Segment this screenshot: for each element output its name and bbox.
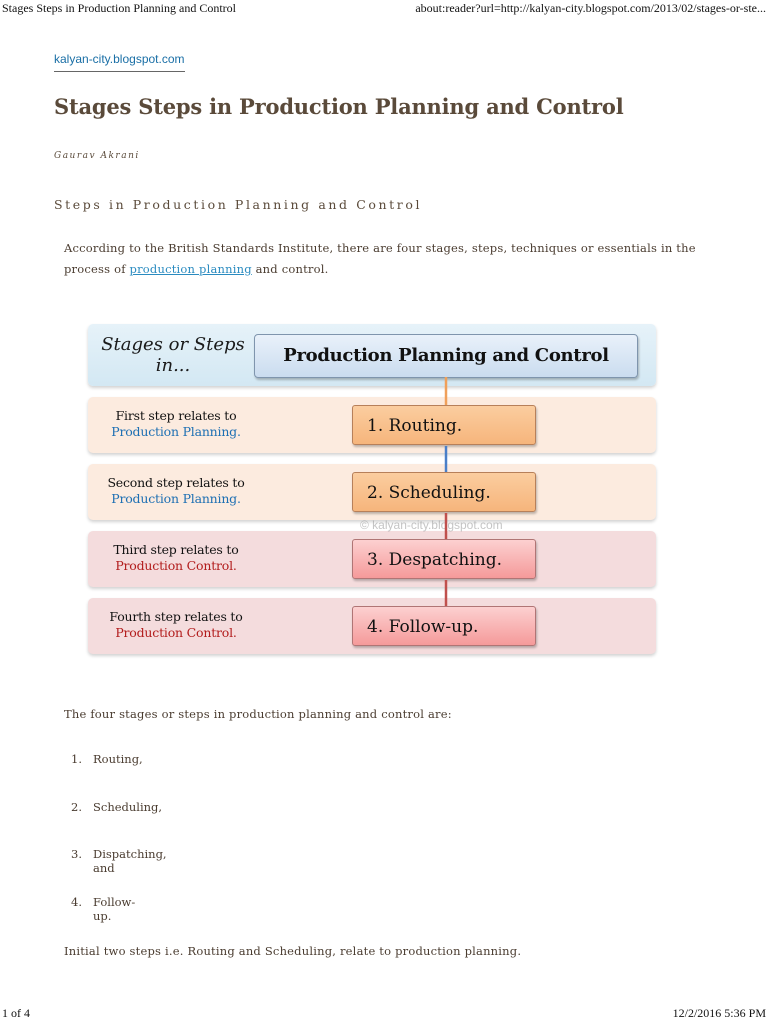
- summary-paragraph: Initial two steps i.e. Routing and Scheduling, relate to production planning.: [64, 944, 522, 958]
- step-area-text: Production Control.: [115, 625, 237, 640]
- list-item-text: Scheduling,: [93, 799, 163, 814]
- list-item-number: 3.: [71, 847, 82, 862]
- list-item-number: 1.: [71, 752, 82, 766]
- list-item-number: 4.: [71, 894, 82, 909]
- list-item-text: Routing,: [93, 752, 143, 766]
- step-box-despatching: 3. Despatching.: [352, 539, 536, 579]
- intro-text-before: According to the British Standards Institute, there are four stages, steps, techniques or essentials in the process of: [64, 241, 696, 276]
- list-item-text: Follow-up.: [93, 894, 136, 923]
- step-label-text: Fourth step relates to: [109, 609, 243, 624]
- step-band-3: [88, 531, 656, 587]
- article-author: Gaurav Akrani: [54, 151, 140, 161]
- step-area-text: Production Planning.: [111, 491, 241, 506]
- print-header-title: Stages Steps in Production Planning and Control: [2, 1, 236, 15]
- steps-diagram: [88, 322, 658, 660]
- diagram-header-title: Production Planning and Control: [254, 334, 638, 378]
- step-area-text: Production Control.: [115, 558, 237, 573]
- page-counter: 1 of 4: [2, 1006, 30, 1020]
- article-title: Stages Steps in Production Planning and Control: [54, 94, 624, 119]
- list-item-number: 2.: [71, 799, 82, 814]
- production-planning-link[interactable]: production planning: [129, 262, 252, 276]
- step-label-text: Second step relates to: [107, 475, 245, 490]
- intro-paragraph: [64, 238, 704, 280]
- print-header-url: about:reader?url=http://kalyan-city.blogspot.com/2013/02/stages-or-ste...: [415, 1, 766, 15]
- print-header: [0, 0, 768, 18]
- step-label-3: [92, 542, 260, 574]
- step-area-text: Production Planning.: [111, 424, 241, 439]
- diagram-header-label: Stages or Steps in...: [101, 334, 245, 376]
- intro-text-after: and control.: [251, 262, 329, 276]
- step-label-4: [92, 609, 260, 641]
- step-box-routing: 1. Routing.: [352, 405, 536, 445]
- print-footer: [0, 1006, 768, 1024]
- diagram-watermark: © kalyan-city.blogspot.com: [360, 518, 503, 532]
- step-band-1: [88, 397, 656, 453]
- step-label-text: Third step relates to: [113, 542, 239, 557]
- step-label-text: First step relates to: [115, 408, 237, 423]
- step-label-2: [92, 475, 260, 507]
- step-label-1: [92, 408, 260, 440]
- article-subtitle: Steps in Production Planning and Control: [54, 197, 423, 212]
- print-datetime: 12/2/2016 5:36 PM: [672, 1006, 766, 1020]
- source-domain-link[interactable]: kalyan-city.blogspot.com: [54, 52, 185, 72]
- step-box-scheduling: 2. Scheduling.: [352, 472, 536, 512]
- list-item-text: Dispatching, and: [93, 847, 167, 876]
- list-intro: The four stages or steps in production planning and control are:: [64, 707, 452, 721]
- step-box-follow-up: 4. Follow-up.: [352, 606, 536, 646]
- step-band-2: [88, 464, 656, 520]
- diagram-header-band: [88, 324, 656, 386]
- step-band-4: [88, 598, 656, 654]
